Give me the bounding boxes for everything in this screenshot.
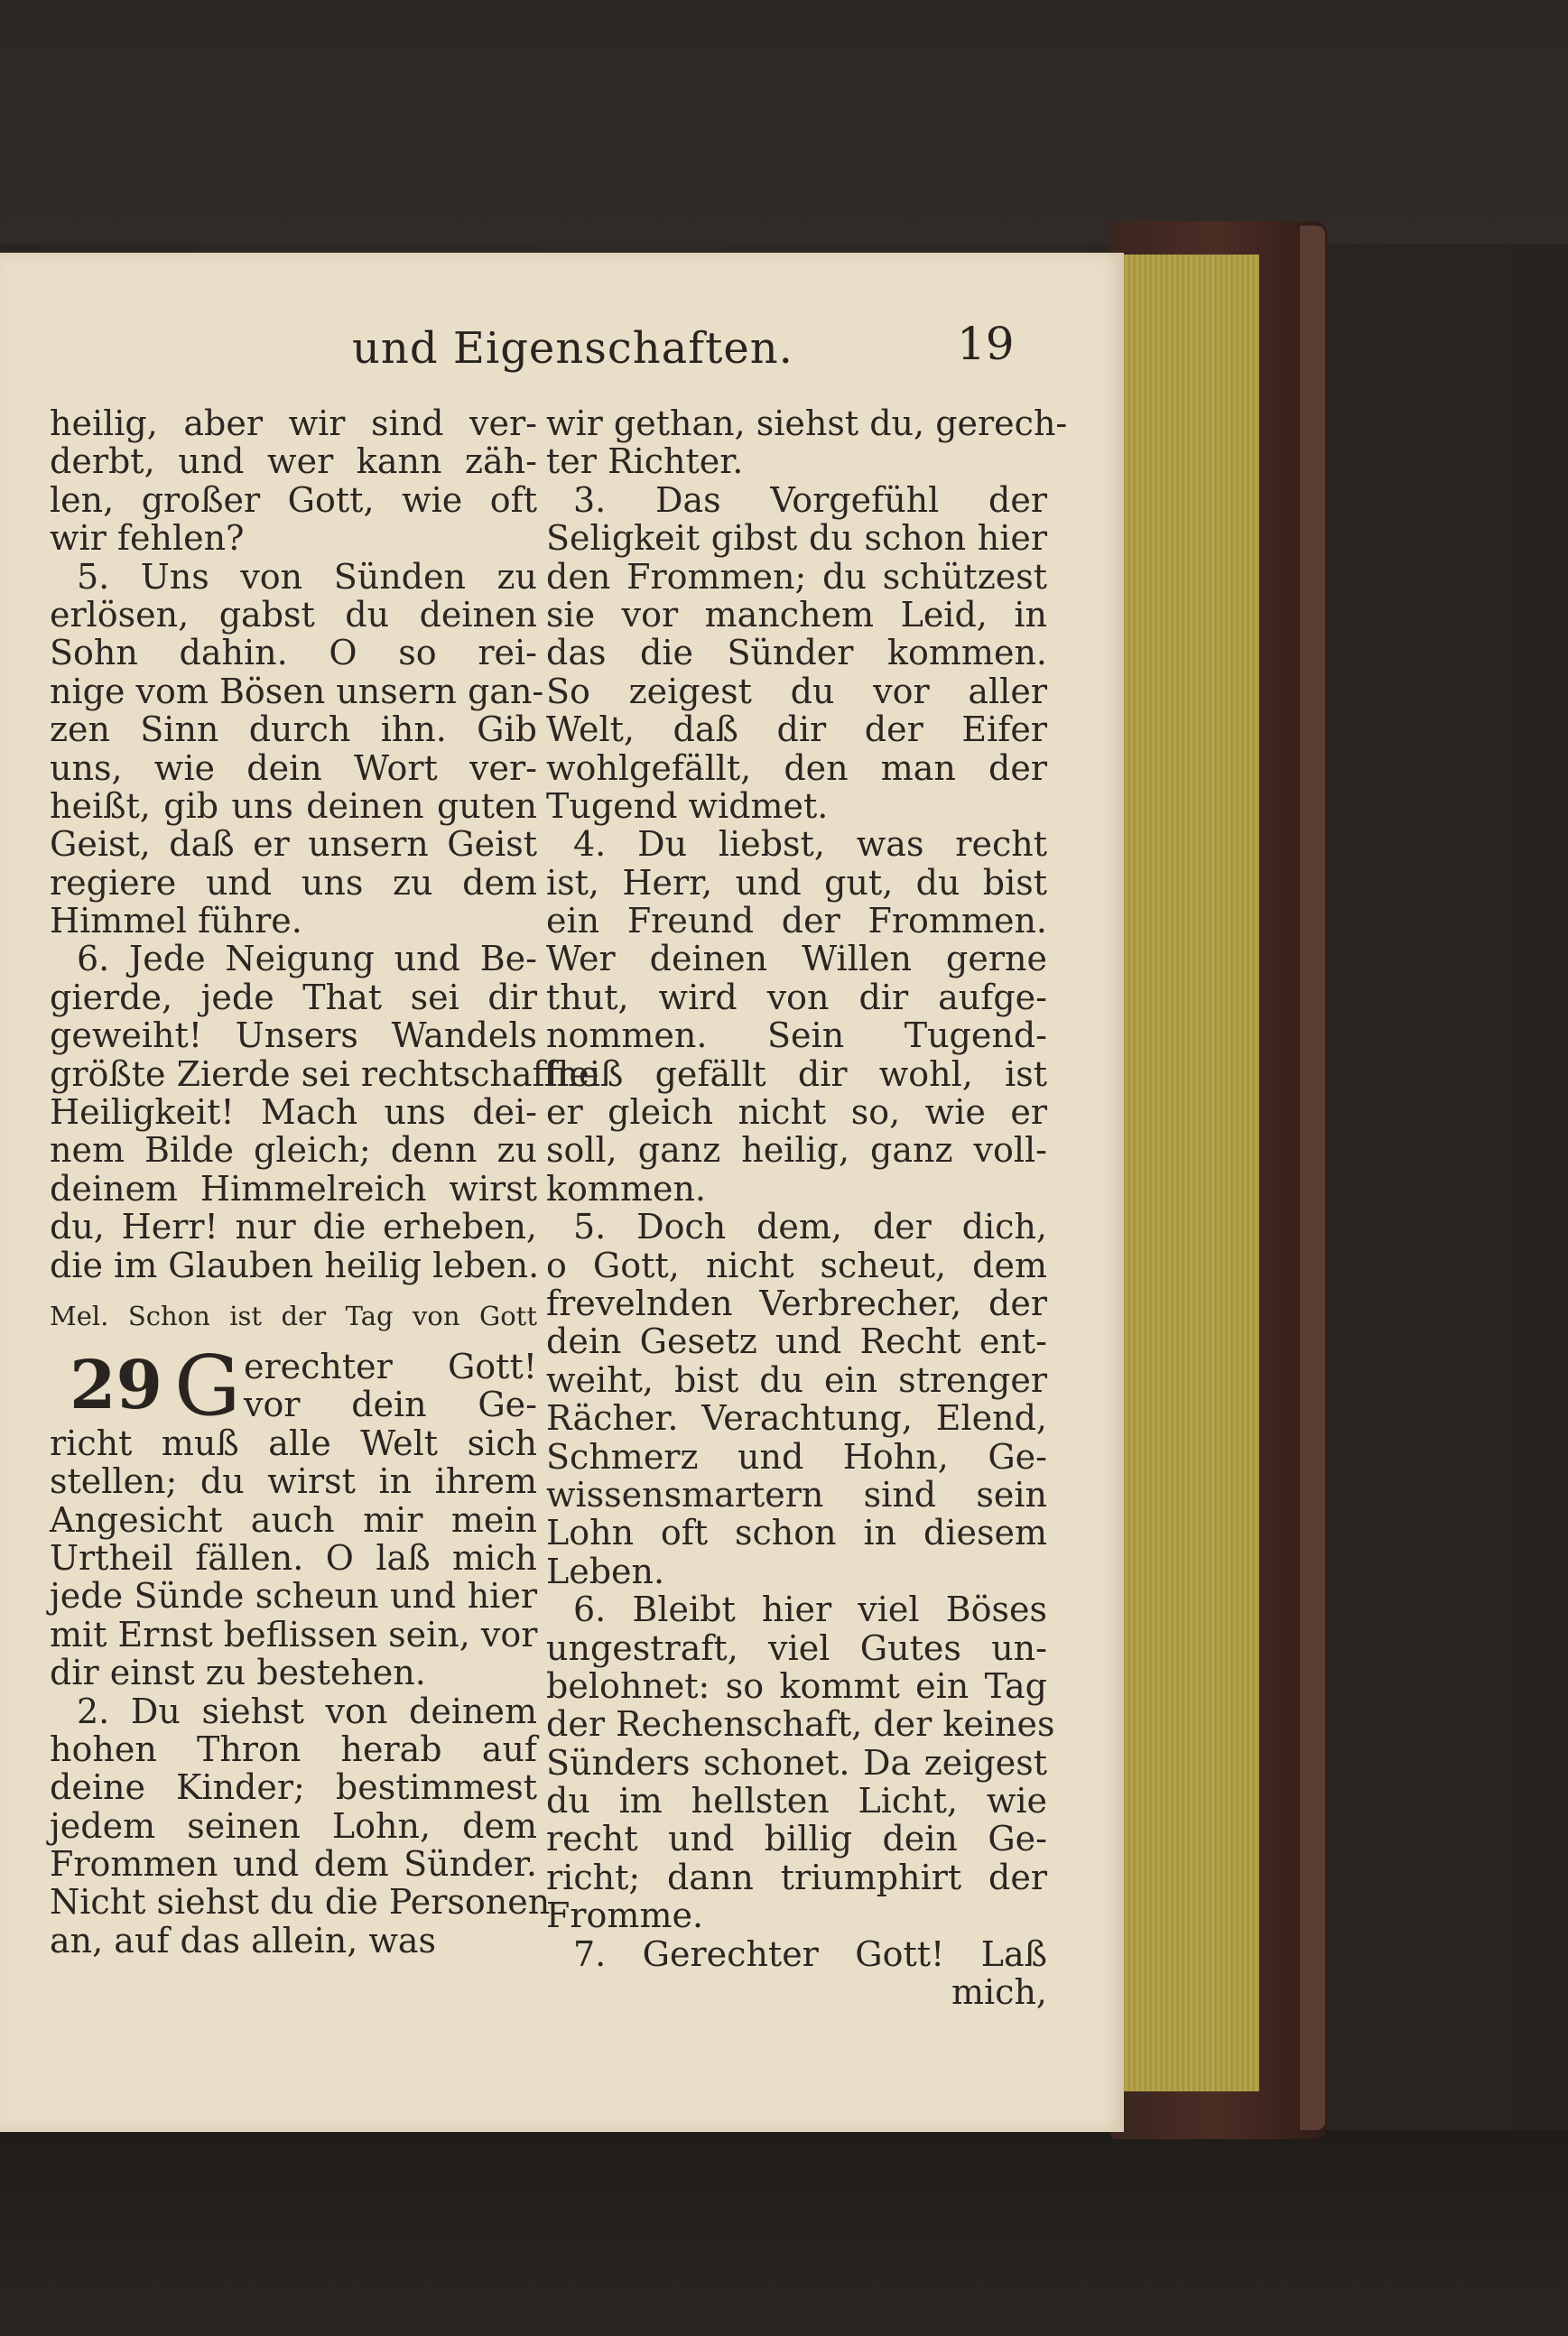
text-line: regiere und uns zu dem xyxy=(50,862,537,903)
text-line: stellen; du wirst in ihrem xyxy=(50,1461,537,1502)
text-line: die im Glauben heilig leben. xyxy=(50,1245,540,1285)
text-line: dein Gesetz und Recht ent- xyxy=(546,1321,1047,1362)
text-line: ist, Herr, und gut, du bist xyxy=(546,862,1047,903)
text-line: Lohn oft schon in diesem xyxy=(546,1513,1047,1553)
text-line: Angesicht auch mir mein xyxy=(50,1499,537,1540)
book-cover-edge xyxy=(1300,226,1325,2130)
text-line: deinem Himmelreich wirst xyxy=(50,1168,537,1209)
text-line: mich, xyxy=(951,1972,1047,2013)
text-line: len, großer Gott, wie oft xyxy=(50,479,537,520)
text-line: frevelnden Verbrecher, der xyxy=(546,1283,1047,1323)
text-line: du im hellsten Licht, wie xyxy=(546,1781,1047,1822)
text-line: 3. Das Vorgefühl der xyxy=(573,479,1047,520)
left-text-bottom xyxy=(50,1423,551,1961)
text-line: belohnet: so kommt ein Tag xyxy=(546,1665,1047,1706)
text-line: Tugend widmet. xyxy=(546,785,829,826)
left-text-top xyxy=(50,403,599,1285)
text-line: wir gethan, siehst du, gerech- xyxy=(546,403,1068,443)
text-line: Sohn dahin. O so rei- xyxy=(50,633,537,673)
running-header xyxy=(0,316,1124,388)
text-line: Leben. xyxy=(546,1551,665,1591)
text-line: heilig, aber wir sind ver- xyxy=(50,403,537,443)
text-line: Urtheil fällen. O laß mich xyxy=(50,1537,537,1578)
text-line: Geist, daß er unsern Geist xyxy=(50,824,537,865)
melody-line: Mel. Schon ist der Tag von Gott xyxy=(50,1300,537,1331)
text-line: 5. Uns von Sünden zu xyxy=(77,556,537,597)
text-line: thut, wird von dir aufge- xyxy=(546,977,1047,1017)
drop-cap: G xyxy=(174,1337,241,1434)
left-column xyxy=(50,403,599,1961)
text-line: jedem seinen Lohn, dem xyxy=(50,1805,537,1846)
text-line: uns, wie dein Wort ver- xyxy=(50,747,537,788)
gilt-page-edges xyxy=(1124,255,1259,2091)
text-line: wohlgefällt, den man der xyxy=(546,747,1047,788)
text-line: gierde, jede That sei dir xyxy=(50,977,537,1017)
book-page xyxy=(0,253,1124,2132)
text-line: Seligkeit gibst du schon hier xyxy=(546,518,1047,559)
text-line: erlösen, gabst du deinen xyxy=(50,594,537,635)
text-line: jede Sünde scheun und hier xyxy=(50,1576,537,1617)
text-line: weiht, bist du ein strenger xyxy=(546,1359,1047,1400)
text-line: nommen. Sein Tugend- xyxy=(546,1015,1047,1056)
text-line: zen Sinn durch ihn. Gib xyxy=(50,709,537,750)
text-line: Sünders schonet. Da zeigest xyxy=(546,1742,1047,1783)
text-line: ungestraft, viel Gutes un- xyxy=(546,1627,1047,1668)
text-line: ter Richter. xyxy=(546,441,744,482)
text-line: 6. Jede Neigung und Be- xyxy=(77,939,537,979)
text-line: geweiht! Unsers Wandels xyxy=(50,1015,537,1056)
text-line: soll, ganz heilig, ganz voll- xyxy=(546,1130,1047,1171)
text-line: fleiß gefällt dir wohl, ist xyxy=(546,1053,1047,1094)
hymn-heading xyxy=(50,1337,537,1434)
text-line: recht und billig dein Ge- xyxy=(546,1819,1047,1859)
text-line: wissensmartern sind sein xyxy=(546,1474,1047,1515)
text-line: wir fehlen? xyxy=(50,518,245,559)
text-line: 6. Bleibt hier viel Böses xyxy=(573,1590,1047,1630)
text-line: Heiligkeit! Mach uns dei- xyxy=(50,1092,537,1133)
right-text xyxy=(546,403,1068,2013)
background-bottom xyxy=(0,2130,1568,2336)
text-line: derbt, und wer kann zäh- xyxy=(50,441,537,482)
text-line: 7. Gerechter Gott! Laß xyxy=(573,1933,1047,1974)
text-line: der Rechenschaft, der keines xyxy=(546,1704,1055,1745)
text-line: hohen Thron herab auf xyxy=(50,1729,537,1769)
background-top xyxy=(0,0,1568,244)
text-line: du, Herr! nur die erheben, xyxy=(50,1207,537,1247)
right-column xyxy=(546,403,1068,2013)
text-line: Schmerz und Hohn, Ge- xyxy=(546,1436,1047,1477)
text-line: 2. Du siehst von deinem xyxy=(77,1691,537,1731)
text-line: dir einst zu bestehen. xyxy=(50,1653,426,1693)
text-line: o Gott, nicht scheut, dem xyxy=(546,1245,1047,1285)
text-line: So zeigest du vor aller xyxy=(546,671,1047,711)
text-line: mit Ernst beflissen sein, vor xyxy=(50,1614,538,1655)
text-line: an, auf das allein, was xyxy=(50,1920,437,1961)
text-line: Himmel führe. xyxy=(50,901,302,941)
text-line: Nicht siehst du die Personen xyxy=(50,1882,551,1923)
hymn-number: 29 xyxy=(70,1346,162,1424)
text-line: er gleich nicht so, wie er xyxy=(546,1092,1047,1133)
text-line: das die Sünder kommen. xyxy=(546,633,1047,673)
text-line: deine Kinder; bestimmest xyxy=(50,1767,537,1808)
text-line: richt; dann triumphirt der xyxy=(546,1857,1047,1897)
text-line: sie vor manchem Leid, in xyxy=(546,594,1047,635)
text-line: nige vom Bösen unsern gan- xyxy=(50,671,544,711)
running-title: und Eigenschaften. xyxy=(352,323,793,374)
text-line: ein Freund der Frommen. xyxy=(546,901,1047,941)
text-line: größte Zierde sei rechtschaffne xyxy=(50,1053,599,1094)
page-number: 19 xyxy=(957,318,1015,370)
text-line: Fromme. xyxy=(546,1896,704,1936)
text-line: Wer deinen Willen gerne xyxy=(546,939,1047,979)
text-line: 5. Doch dem, der dich, xyxy=(573,1207,1047,1247)
text-line: Rächer. Verachtung, Elend, xyxy=(546,1398,1047,1439)
text-line: nem Bilde gleich; denn zu xyxy=(50,1130,537,1171)
text-line: heißt, gib uns deinen guten xyxy=(50,785,537,826)
text-line: den Frommen; du schützest xyxy=(546,556,1047,597)
hymn-first-line: erechter Gott! xyxy=(244,1346,537,1386)
hymn-second-line: vor dein Ge- xyxy=(244,1385,537,1425)
text-line: Welt, daß dir der Eifer xyxy=(546,709,1047,750)
text-line: 4. Du liebst, was recht xyxy=(573,824,1047,865)
text-line: kommen. xyxy=(546,1168,707,1209)
text-line: Frommen und dem Sünder. xyxy=(50,1844,537,1885)
text-line: richt muß alle Welt sich xyxy=(50,1423,537,1463)
